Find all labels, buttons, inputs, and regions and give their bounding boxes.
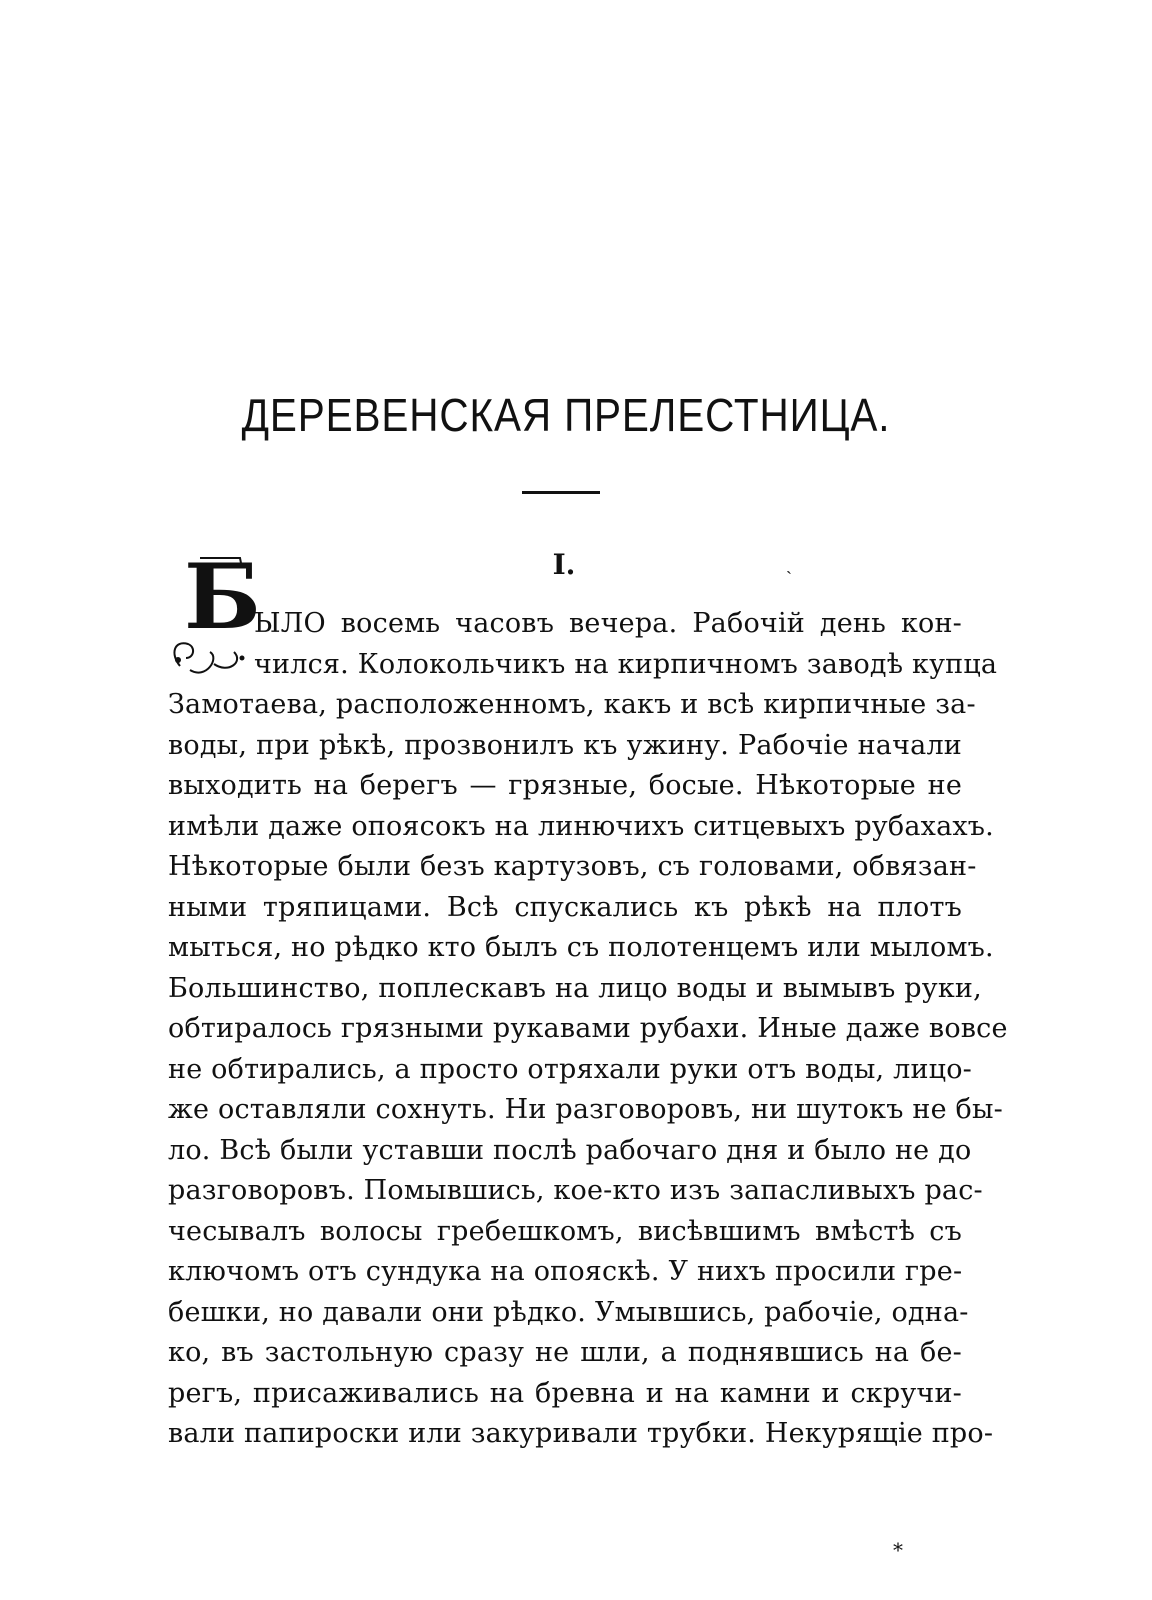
text-line: обтиралось грязными рукавами рубахи. Иные даже вовсе	[168, 1013, 1008, 1044]
text-line: ко, въ застольную сразу не шли, а поднявшись на бе-	[168, 1337, 962, 1368]
chapter-number: I.	[552, 548, 576, 581]
text-line: мыться, но рѣдко кто былъ съ полотенцемъ или мыломъ.	[168, 932, 994, 963]
text-line: ЫЛО восемь часовъ вечера. Рабочій день кон-	[254, 608, 962, 639]
text-line: чился. Колокольчикъ на кирпичномъ заводѣ купца	[254, 648, 998, 680]
text-line: Замотаева, расположенномъ, какъ и всѣ кирпичные за-	[168, 689, 976, 720]
title-divider-rule	[522, 491, 600, 494]
text-line: чесывалъ волосы гребешкомъ, висѣвшимъ вмѣстѣ съ	[168, 1215, 962, 1247]
text-line: разговоровъ. Помывшись, кое-кто изъ запасливыхъ рас-	[168, 1175, 983, 1206]
text-line: регъ, присаживались на бревна и на камни и скручи-	[168, 1377, 962, 1409]
text-line: воды, при рѣкѣ, прозвонилъ къ ужину. Рабочіе начали	[168, 729, 962, 761]
text-line: вали папироски или закуривали трубки. Некурящіе про-	[168, 1418, 994, 1449]
text-line: Нѣкоторые были безъ картузовъ, съ головами, обвязан-	[168, 851, 977, 882]
drop-cap-letter: Б	[184, 544, 261, 650]
text-line: ло. Всѣ были уставши послѣ рабочаго дня и было не до	[168, 1134, 972, 1166]
text-line: же оставляли сохнуть. Ни разговоровъ, ни шутокъ не бы-	[168, 1094, 1003, 1125]
text-line: бешки, но давали они рѣдко. Умывшись, рабочіе, одна-	[168, 1296, 969, 1328]
text-line: имѣли даже опоясокъ на линючихъ ситцевыхъ рубахахъ.	[168, 810, 994, 842]
text-line: Большинство, поплескавъ на лицо воды и вымывъ руки,	[168, 972, 982, 1004]
story-title: ДЕРЕВЕНСКАЯ ПРЕЛЕСТНИЦА.	[241, 389, 891, 441]
text-line: не обтирались, а просто отряхали руки отъ воды, лицо-	[168, 1053, 972, 1085]
page-signature-mark: *	[893, 1538, 903, 1562]
text-line: ными тряпицами. Всѣ спускались къ рѣкѣ на плотъ	[168, 891, 962, 923]
stray-print-mark: ˏ	[786, 554, 792, 575]
text-line: ключомъ отъ сундука на опояскѣ. У нихъ просили гре-	[168, 1256, 963, 1287]
body-text	[168, 604, 1008, 1455]
text-line: выходить на берегъ — грязные, босые. Нѣкоторые не	[168, 770, 962, 801]
